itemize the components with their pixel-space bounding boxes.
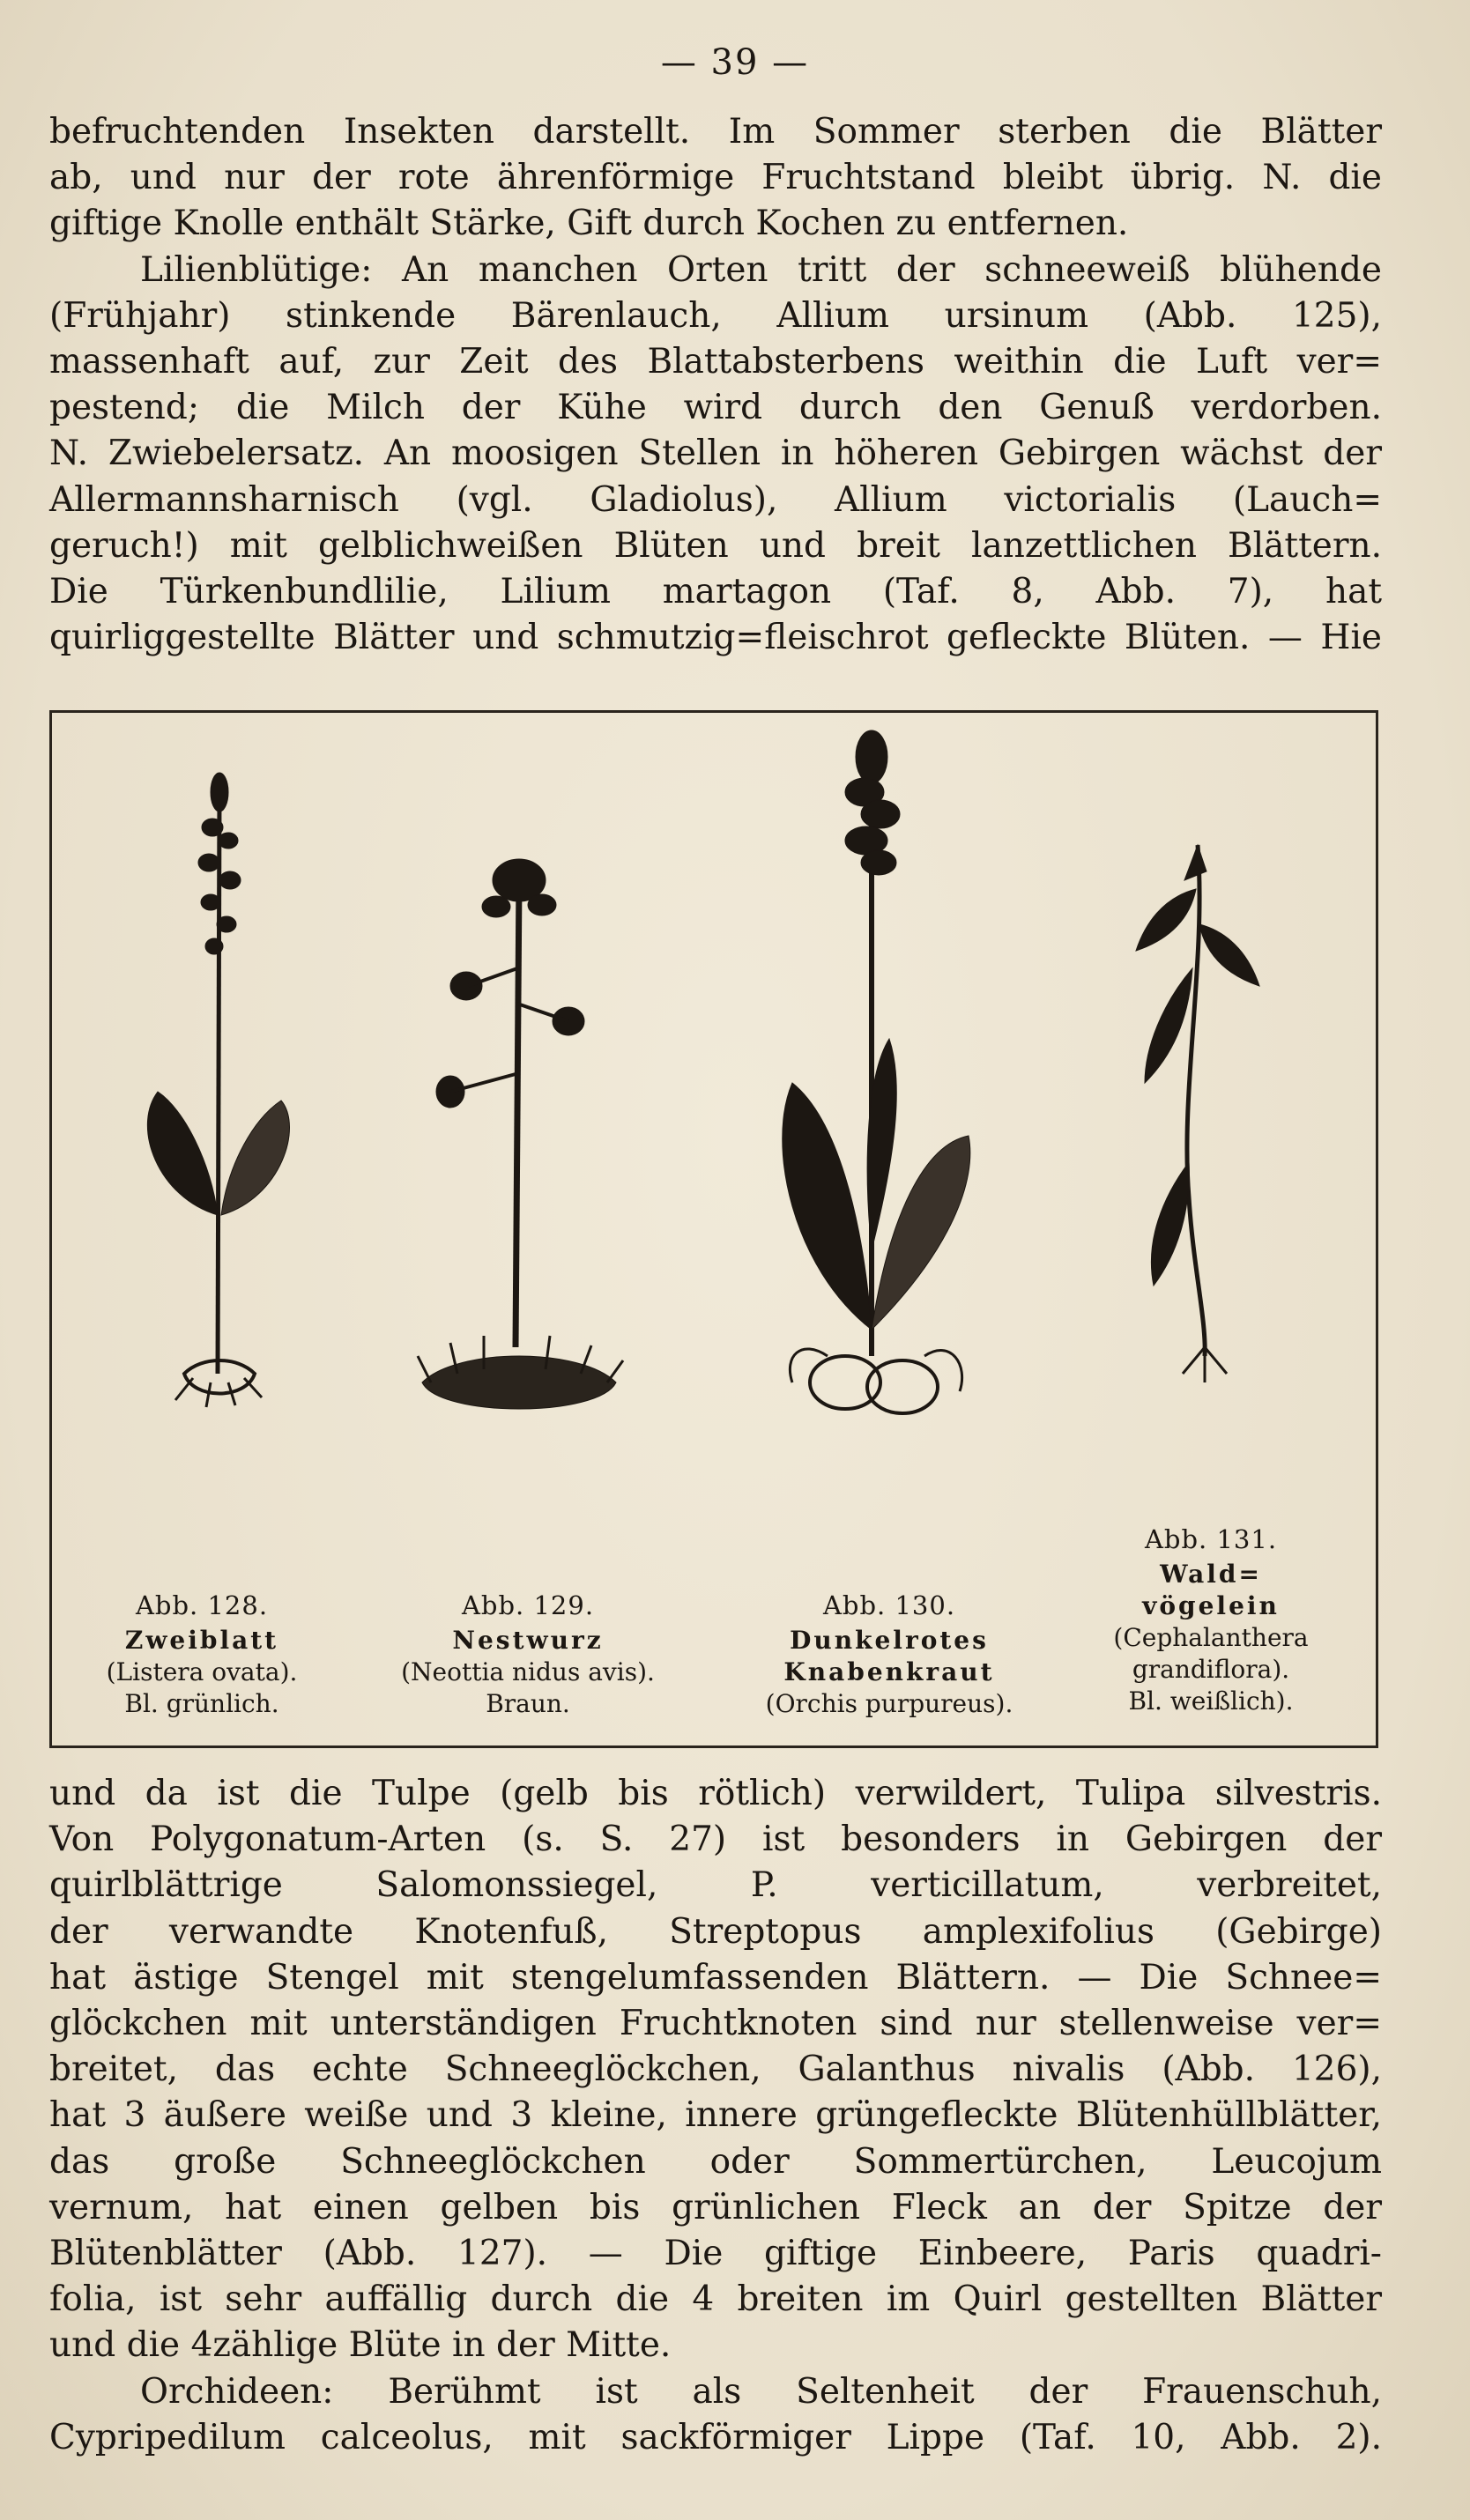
knabenkraut-illustration: [757, 722, 986, 1444]
latin-name: (Neottia nidus avis).: [401, 1657, 655, 1686]
text-line: hat ästige Stengel mit stengelumfassenden Blättern. — Die Schnee=: [49, 1957, 1382, 1997]
text-line: geruch!) mit gelblichweißen Blüten und breit lanzettlichen Blättern.: [49, 525, 1382, 566]
caption-abb-128: [87, 1590, 316, 1720]
figure-label: Abb. 129.: [461, 1590, 595, 1620]
text-line: glöckchen mit unterständigen Fruchtknoten sind nur stellenweise ver=: [49, 2004, 1382, 2044]
color-note: Bl. grünlich.: [124, 1689, 279, 1718]
text-line: der verwandte Knotenfuß, Streptopus amplexifolius (Gebirge): [49, 1911, 1382, 1952]
zweiblatt-illustration: [131, 757, 308, 1409]
text-line: Die Türkenbundlilie, Lilium martagon (Taf. 8, Abb. 7), hat: [49, 572, 1382, 612]
text-line: Von Polygonatum-Arten (s. S. 27) ist besonders in Gebirgen der: [49, 1820, 1382, 1860]
common-name: Zweiblatt: [124, 1626, 279, 1655]
text-line: Lilienblütige: An manchen Orten tritt der schneeweiß blühende: [140, 249, 1382, 290]
caption-abb-129: [378, 1590, 678, 1720]
text-line: N. Zwiebelersatz. An moosigen Stellen in höheren Gebirgen wächst der: [49, 434, 1382, 474]
page-number: — 39 —: [660, 42, 810, 83]
figure-box: [49, 710, 1378, 1748]
common-name: Nestwurz: [452, 1626, 604, 1655]
common-name: Wald=: [1160, 1560, 1262, 1589]
text-line: quirlblättrige Salomonssiegel, P. verticillatum, verbreitet,: [49, 1865, 1382, 1906]
text-line: breitet, das echte Schneeglöckchen, Galanthus nivalis (Abb. 126),: [49, 2049, 1382, 2090]
common-name: Dunkelrotes: [790, 1626, 989, 1655]
waldvoegelein-illustration: [1118, 827, 1277, 1409]
text-line: (Frühjahr) stinkende Bärenlauch, Allium ursinum (Abb. 125),: [49, 295, 1382, 336]
text-line: massenhaft auf, zur Zeit des Blattabsterbens weithin die Luft ver=: [49, 342, 1382, 382]
latin-name-cont: grandiflora).: [1132, 1655, 1290, 1684]
text-line: und die 4zählige Blüte in der Mitte.: [49, 2325, 672, 2366]
nestwurz-illustration: [405, 854, 634, 1435]
bottom-text-block: [49, 1771, 1382, 2461]
text-line: und da ist die Tulpe (gelb bis rötlich) verwildert, Tulipa silvestris.: [49, 1774, 1382, 1813]
text-line: Cypripedilum calceolus, mit sackförmiger Lippe (Taf. 10, Abb. 2).: [49, 2417, 1382, 2457]
figure-label: Abb. 128.: [135, 1590, 269, 1620]
text-line: pestend; die Milch der Kühe wird durch den Genuß verdorben.: [49, 388, 1382, 428]
figure-label: Abb. 131.: [1144, 1524, 1278, 1554]
figure-label: Abb. 130.: [822, 1590, 956, 1620]
text-line: Allermannsharnisch (vgl. Gladiolus), Allium victorialis (Lauch=: [49, 479, 1382, 520]
text-line: befruchtenden Insekten darstellt. Im Sommer sterben die Blätter: [49, 112, 1382, 152]
caption-abb-130: [739, 1590, 1039, 1720]
latin-name: (Orchis purpureus).: [765, 1689, 1013, 1718]
caption-abb-131: [1083, 1523, 1339, 1717]
text-line: giftige Knolle enthält Stärke, Gift durch Kochen zu entfernen.: [49, 204, 1129, 244]
text-line: das große Schneeglöckchen oder Sommertürchen, Leucojum: [49, 2141, 1382, 2182]
color-note: Bl. weißlich).: [1128, 1686, 1294, 1716]
text-line: hat 3 äußere weiße und 3 kleine, innere grüngefleckte Blütenhüllblätter,: [49, 2095, 1382, 2136]
text-line: quirliggestellte Blätter und schmutzig=fleischrot gefleckte Blüten. — Hie: [49, 618, 1382, 658]
text-line: ab, und nur der rote ährenförmige Fruchtstand bleibt übrig. N. die: [49, 158, 1382, 198]
text-line: folia, ist sehr auffällig durch die 4 breiten im Quirl gestellten Blätter: [49, 2279, 1382, 2320]
text-line: Orchideen: Berühmt ist als Seltenheit der Frauenschuh,: [140, 2371, 1382, 2412]
latin-name: (Cephalanthera: [1113, 1623, 1309, 1652]
color-note: Braun.: [486, 1689, 570, 1718]
common-name-cont: Knabenkraut: [783, 1657, 995, 1686]
latin-name: (Listera ovata).: [106, 1657, 298, 1686]
common-name-cont: vögelein: [1142, 1591, 1280, 1620]
top-text-block: [49, 109, 1382, 661]
text-line: vernum, hat einen gelben bis grünlichen Fleck an der Spitze der: [49, 2187, 1382, 2227]
text-line: Blütenblätter (Abb. 127). — Die giftige Einbeere, Paris quadri-: [49, 2234, 1382, 2274]
